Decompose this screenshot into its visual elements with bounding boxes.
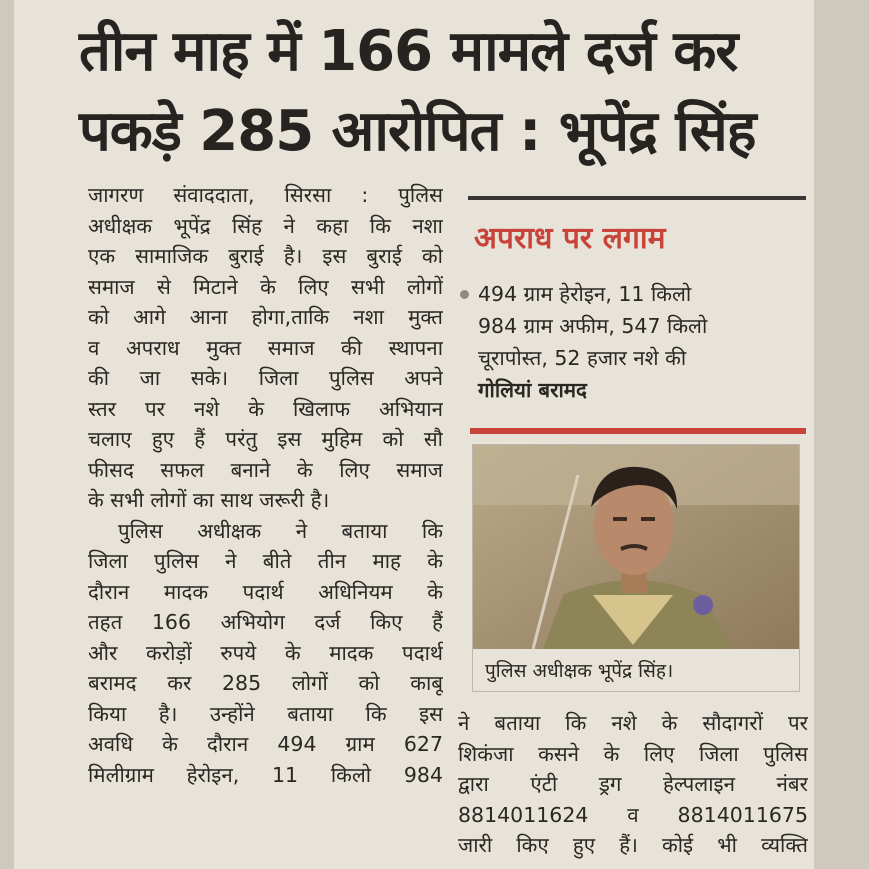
sidebar-title: अपराध पर लगाम (474, 221, 666, 256)
photo-caption: पुलिस अधीक्षक भूपेंद्र सिंह। (485, 660, 674, 682)
article-line: 8814011624 व 8814011675 (458, 802, 808, 827)
article-line: शिकंजा कसने के लिए जिला पुलिस (458, 741, 808, 766)
article-line: द्वारा एंटी ड्रग हेल्पलाइन नंबर (458, 772, 808, 796)
headline-line-1: तीन माह में 166 मामले दर्ज कर (79, 19, 738, 84)
article-line: चलाए हुए हैं परंतु इस मुहिम को सौ (88, 427, 443, 451)
box-red-rule (470, 428, 806, 434)
article-column-right (458, 708, 808, 861)
sidebar-line: 984 ग्राम अफीम, 547 किलो (478, 314, 708, 338)
officer-photo (473, 445, 799, 649)
article-line: अवधि के दौरान 494 ग्राम 627 (88, 732, 443, 756)
sidebar-list (478, 278, 798, 406)
article-line: व अपराध मुक्त समाज की स्थापना (88, 335, 443, 360)
article-line: पुलिस अधीक्षक ने बताया कि (118, 518, 443, 543)
article-line: समाज से मिटाने के लिए सभी लोगों (88, 274, 443, 299)
article-line: की जा सके। जिला पुलिस अपने (88, 366, 443, 390)
sidebar-line: गोलियां बरामद (478, 378, 587, 402)
article-line: जारी किए हुए हैं। कोई भी व्यक्ति (458, 833, 808, 857)
article-line: बरामद कर 285 लोगों को काबू (88, 671, 443, 695)
sidebar-line: 494 ग्राम हेरोइन, 11 किलो (478, 282, 692, 306)
article-line: को आगे आना होगा,ताकि नशा मुक्त (88, 305, 443, 329)
article-line: एक सामाजिक बुराई है। इस बुराई को (88, 244, 443, 268)
article-line: मिलीग्राम हेरोइन, 11 किलो 984 (88, 762, 443, 787)
officer-portrait-image (473, 445, 799, 649)
bullet-icon (460, 290, 469, 299)
newspaper-page (14, 0, 814, 869)
article-line: फीसद सफल बनाने के लिए समाज (88, 457, 443, 482)
box-top-rule (468, 196, 806, 200)
sidebar-line: चूरापोस्त, 52 हजार नशे की (478, 346, 687, 370)
article-line: जिला पुलिस ने बीते तीन माह के (88, 549, 443, 573)
article-line: दौरान मादक पदार्थ अधिनियम के (88, 579, 443, 604)
article-line: तहत 166 अभियोग दर्ज किए हैं (88, 610, 443, 634)
article-line: जागरण संवाददाता, सिरसा : पुलिस (88, 183, 443, 207)
article-line: के सभी लोगों का साथ जरूरी है। (88, 488, 330, 512)
article-line: अधीक्षक भूपेंद्र सिंह ने कहा कि नशा (88, 213, 443, 238)
article-column-left (88, 180, 443, 790)
article-line: और करोड़ों रुपये के मादक पदार्थ (88, 640, 443, 665)
article-line: किया है। उन्होंने बताया कि इस (88, 701, 443, 726)
sidebar-box (454, 192, 806, 700)
photo-frame (472, 444, 800, 692)
article-line: ने बताया कि नशे के सौदागरों पर (458, 711, 808, 735)
headline-line-2: पकड़े 285 आरोपित : भूपेंद्र सिंह (79, 99, 756, 164)
article-line: स्तर पर नशे के खिलाफ अभियान (88, 396, 443, 421)
